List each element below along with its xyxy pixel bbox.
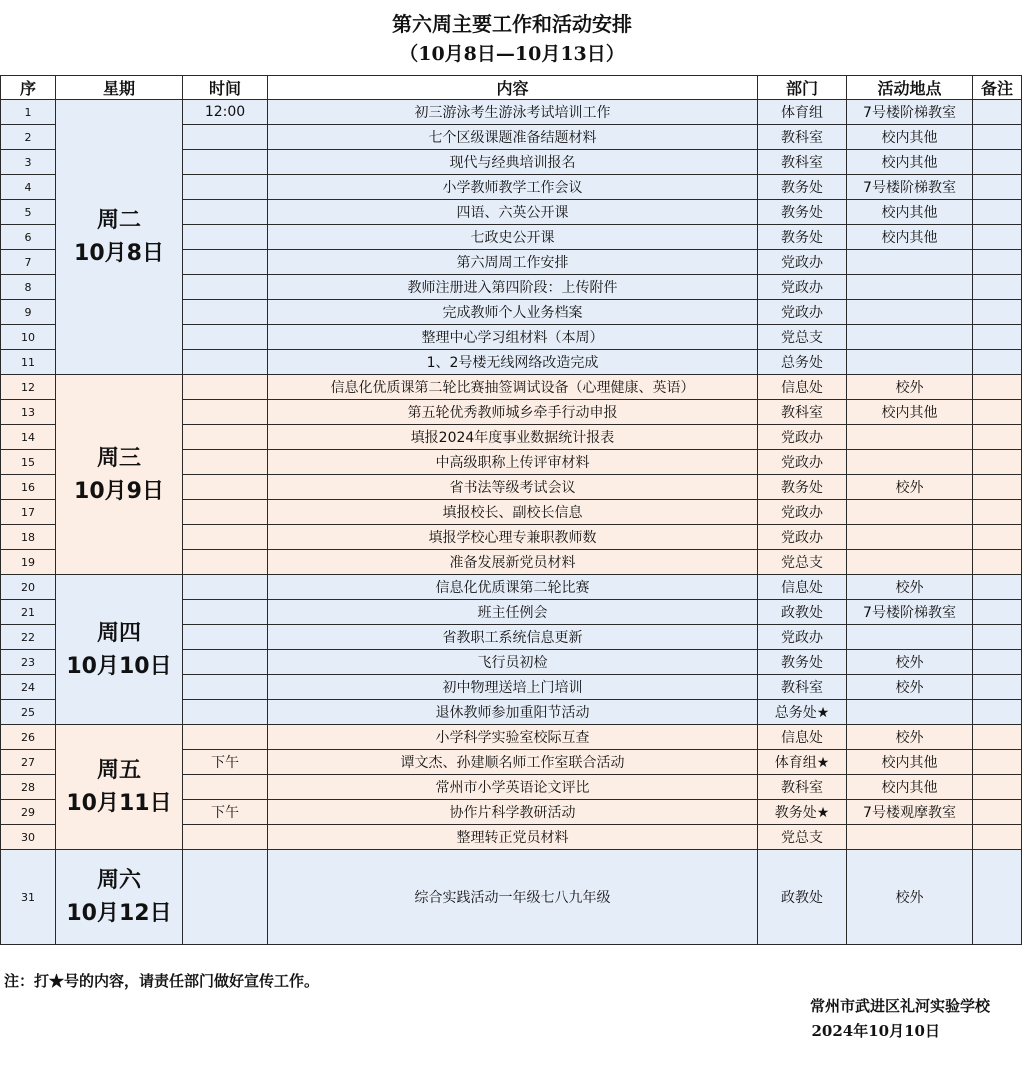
row-note — [973, 775, 1022, 800]
header-seq: 序 — [1, 76, 56, 100]
row-time — [183, 775, 268, 800]
row-time — [183, 250, 268, 275]
row-seq: 24 — [1, 675, 56, 700]
row-content: 中高级职称上传评审材料 — [268, 450, 758, 475]
table-row — [1, 375, 1022, 400]
row-dept: 教科室 — [758, 400, 847, 425]
row-note — [973, 475, 1022, 500]
school-name: 常州市武进区礼河实验学校 — [809, 997, 990, 1015]
row-place — [847, 500, 973, 525]
row-note — [973, 850, 1022, 945]
row-place — [847, 525, 973, 550]
weekday-cell: 周五 10月11日 — [56, 725, 183, 850]
row-time — [183, 725, 268, 750]
row-seq: 18 — [1, 525, 56, 550]
row-content: 七政史公开课 — [268, 225, 758, 250]
row-note — [973, 300, 1022, 325]
row-dept: 教科室 — [758, 125, 847, 150]
row-note — [973, 150, 1022, 175]
row-seq: 10 — [1, 325, 56, 350]
row-content: 综合实践活动一年级七八九年级 — [268, 850, 758, 945]
row-dept: 党总支 — [758, 825, 847, 850]
row-dept: 信息处 — [758, 375, 847, 400]
footer-note: 注：打★号的内容，请责任部门做好宣传工作。 — [4, 972, 320, 990]
row-content: 退休教师参加重阳节活动 — [268, 700, 758, 725]
row-time — [183, 525, 268, 550]
row-note — [973, 225, 1022, 250]
row-place: 7号楼阶梯教室 — [847, 175, 973, 200]
row-note — [973, 675, 1022, 700]
row-seq: 15 — [1, 450, 56, 475]
row-seq: 3 — [1, 150, 56, 175]
row-seq: 20 — [1, 575, 56, 600]
row-place: 7号楼阶梯教室 — [847, 100, 973, 125]
row-content: 第六周周工作安排 — [268, 250, 758, 275]
row-time — [183, 475, 268, 500]
row-note — [973, 275, 1022, 300]
row-time — [183, 450, 268, 475]
row-seq: 30 — [1, 825, 56, 850]
row-content: 教师注册进入第四阶段：上传附件 — [268, 275, 758, 300]
row-seq: 21 — [1, 600, 56, 625]
row-seq: 16 — [1, 475, 56, 500]
row-time: 下午 — [183, 800, 268, 825]
row-content: 准备发展新党员材料 — [268, 550, 758, 575]
header-place: 活动地点 — [847, 76, 973, 100]
row-dept: 总务处 — [758, 350, 847, 375]
row-content: 信息化优质课第二轮比赛 — [268, 575, 758, 600]
row-note — [973, 725, 1022, 750]
row-place — [847, 700, 973, 725]
row-dept: 教科室 — [758, 675, 847, 700]
row-content: 填报学校心理专兼职教师数 — [268, 525, 758, 550]
row-time — [183, 575, 268, 600]
row-note — [973, 350, 1022, 375]
row-time — [183, 500, 268, 525]
issue-date: 2024年10月10日 — [811, 1022, 940, 1040]
row-place: 校内其他 — [847, 150, 973, 175]
row-dept: 党政办 — [758, 525, 847, 550]
row-content: 现代与经典培训报名 — [268, 150, 758, 175]
row-place: 7号楼观摩教室 — [847, 800, 973, 825]
row-time — [183, 375, 268, 400]
row-content: 四语、六英公开课 — [268, 200, 758, 225]
row-time: 下午 — [183, 750, 268, 775]
row-content: 填报2024年度事业数据统计报表 — [268, 425, 758, 450]
row-dept: 政教处 — [758, 850, 847, 945]
row-dept: 党政办 — [758, 425, 847, 450]
row-place — [847, 825, 973, 850]
row-seq: 1 — [1, 100, 56, 125]
row-dept: 信息处 — [758, 725, 847, 750]
row-note — [973, 650, 1022, 675]
row-time — [183, 325, 268, 350]
row-note — [973, 700, 1022, 725]
row-note — [973, 175, 1022, 200]
row-seq: 25 — [1, 700, 56, 725]
row-seq: 14 — [1, 425, 56, 450]
table-row — [1, 850, 1022, 945]
row-place — [847, 300, 973, 325]
row-content: 初三游泳考生游泳考试培训工作 — [268, 100, 758, 125]
header-content: 内容 — [268, 76, 758, 100]
row-place — [847, 275, 973, 300]
row-content: 完成教师个人业务档案 — [268, 300, 758, 325]
row-place: 校外 — [847, 475, 973, 500]
row-place: 校外 — [847, 725, 973, 750]
row-content: 七个区级课题准备结题材料 — [268, 125, 758, 150]
row-content: 协作片科学教研活动 — [268, 800, 758, 825]
row-dept: 政教处 — [758, 600, 847, 625]
header-weekday: 星期 — [56, 76, 183, 100]
row-time — [183, 675, 268, 700]
row-seq: 8 — [1, 275, 56, 300]
row-note — [973, 100, 1022, 125]
row-time — [183, 600, 268, 625]
row-dept: 教科室 — [758, 775, 847, 800]
row-note — [973, 800, 1022, 825]
row-dept: 教科室 — [758, 150, 847, 175]
row-place: 校内其他 — [847, 125, 973, 150]
row-dept: 教务处★ — [758, 800, 847, 825]
row-dept: 党政办 — [758, 500, 847, 525]
row-place: 校外 — [847, 650, 973, 675]
header-time: 时间 — [183, 76, 268, 100]
row-seq: 22 — [1, 625, 56, 650]
row-place — [847, 250, 973, 275]
row-note — [973, 400, 1022, 425]
row-place: 校外 — [847, 375, 973, 400]
row-note — [973, 425, 1022, 450]
weekday-cell: 周四 10月10日 — [56, 575, 183, 725]
row-content: 常州市小学英语论文评比 — [268, 775, 758, 800]
row-place — [847, 350, 973, 375]
row-note — [973, 125, 1022, 150]
row-note — [973, 575, 1022, 600]
row-content: 省教职工系统信息更新 — [268, 625, 758, 650]
row-seq: 13 — [1, 400, 56, 425]
row-time — [183, 125, 268, 150]
row-dept: 党政办 — [758, 250, 847, 275]
row-content: 1、2号楼无线网络改造完成 — [268, 350, 758, 375]
row-place — [847, 325, 973, 350]
row-dept: 党政办 — [758, 625, 847, 650]
row-time — [183, 650, 268, 675]
weekday-cell: 周二 10月8日 — [56, 100, 183, 375]
row-time — [183, 350, 268, 375]
row-place: 校外 — [847, 675, 973, 700]
schedule-body — [1, 100, 1022, 945]
row-note — [973, 325, 1022, 350]
row-dept: 教务处 — [758, 475, 847, 500]
row-dept: 教务处 — [758, 225, 847, 250]
header-dept: 部门 — [758, 76, 847, 100]
row-dept: 体育组 — [758, 100, 847, 125]
row-note — [973, 525, 1022, 550]
row-dept: 党总支 — [758, 325, 847, 350]
row-note — [973, 550, 1022, 575]
weekday-cell: 周六 10月12日 — [56, 850, 183, 945]
row-time — [183, 175, 268, 200]
row-place — [847, 625, 973, 650]
row-content: 飞行员初检 — [268, 650, 758, 675]
row-dept: 体育组★ — [758, 750, 847, 775]
row-note — [973, 750, 1022, 775]
row-place: 校内其他 — [847, 750, 973, 775]
page-title: 第六周主要工作和活动安排 — [392, 12, 632, 36]
row-place: 7号楼阶梯教室 — [847, 600, 973, 625]
row-time — [183, 400, 268, 425]
row-time — [183, 225, 268, 250]
row-time — [183, 425, 268, 450]
row-seq: 28 — [1, 775, 56, 800]
row-place — [847, 450, 973, 475]
row-time — [183, 825, 268, 850]
row-seq: 19 — [1, 550, 56, 575]
row-seq: 2 — [1, 125, 56, 150]
row-dept: 党总支 — [758, 550, 847, 575]
row-note — [973, 200, 1022, 225]
row-seq: 29 — [1, 800, 56, 825]
row-place: 校内其他 — [847, 400, 973, 425]
row-note — [973, 375, 1022, 400]
row-seq: 27 — [1, 750, 56, 775]
row-place: 校内其他 — [847, 225, 973, 250]
row-place: 校内其他 — [847, 775, 973, 800]
row-content: 小学教师教学工作会议 — [268, 175, 758, 200]
table-row — [1, 575, 1022, 600]
row-time — [183, 700, 268, 725]
header-row — [1, 76, 1022, 100]
row-note — [973, 825, 1022, 850]
row-time — [183, 150, 268, 175]
row-dept: 党政办 — [758, 450, 847, 475]
row-note — [973, 625, 1022, 650]
row-seq: 23 — [1, 650, 56, 675]
row-seq: 31 — [1, 850, 56, 945]
row-place — [847, 425, 973, 450]
row-seq: 9 — [1, 300, 56, 325]
row-dept: 党政办 — [758, 300, 847, 325]
row-time: 12:00 — [183, 100, 268, 125]
row-time — [183, 300, 268, 325]
row-content: 省书法等级考试会议 — [268, 475, 758, 500]
row-content: 班主任例会 — [268, 600, 758, 625]
schedule-table — [0, 75, 1022, 945]
row-time — [183, 850, 268, 945]
page-subtitle: （10月8日—10月13日） — [399, 43, 625, 65]
row-content: 初中物理送培上门培训 — [268, 675, 758, 700]
row-time — [183, 625, 268, 650]
row-content: 整理转正党员材料 — [268, 825, 758, 850]
weekday-cell: 周三 10月9日 — [56, 375, 183, 575]
table-row — [1, 725, 1022, 750]
row-content: 填报校长、副校长信息 — [268, 500, 758, 525]
row-seq: 11 — [1, 350, 56, 375]
row-seq: 6 — [1, 225, 56, 250]
row-content: 第五轮优秀教师城乡牵手行动申报 — [268, 400, 758, 425]
row-place: 校外 — [847, 850, 973, 945]
row-dept: 教务处 — [758, 200, 847, 225]
row-time — [183, 550, 268, 575]
row-seq: 26 — [1, 725, 56, 750]
row-dept: 总务处★ — [758, 700, 847, 725]
header-note: 备注 — [973, 76, 1022, 100]
row-seq: 4 — [1, 175, 56, 200]
row-seq: 17 — [1, 500, 56, 525]
row-content: 整理中心学习组材料（本周） — [268, 325, 758, 350]
row-place: 校内其他 — [847, 200, 973, 225]
row-note — [973, 500, 1022, 525]
row-seq: 12 — [1, 375, 56, 400]
row-content: 信息化优质课第二轮比赛抽签调试设备（心理健康、英语） — [268, 375, 758, 400]
row-time — [183, 200, 268, 225]
row-note — [973, 250, 1022, 275]
row-place: 校外 — [847, 575, 973, 600]
row-time — [183, 275, 268, 300]
row-place — [847, 550, 973, 575]
row-seq: 5 — [1, 200, 56, 225]
row-content: 小学科学实验室校际互查 — [268, 725, 758, 750]
row-content: 谭文杰、孙建顺名师工作室联合活动 — [268, 750, 758, 775]
row-seq: 7 — [1, 250, 56, 275]
row-dept: 教务处 — [758, 175, 847, 200]
row-dept: 信息处 — [758, 575, 847, 600]
row-dept: 教务处 — [758, 650, 847, 675]
table-row — [1, 100, 1022, 125]
row-note — [973, 600, 1022, 625]
row-note — [973, 450, 1022, 475]
row-dept: 党政办 — [758, 275, 847, 300]
